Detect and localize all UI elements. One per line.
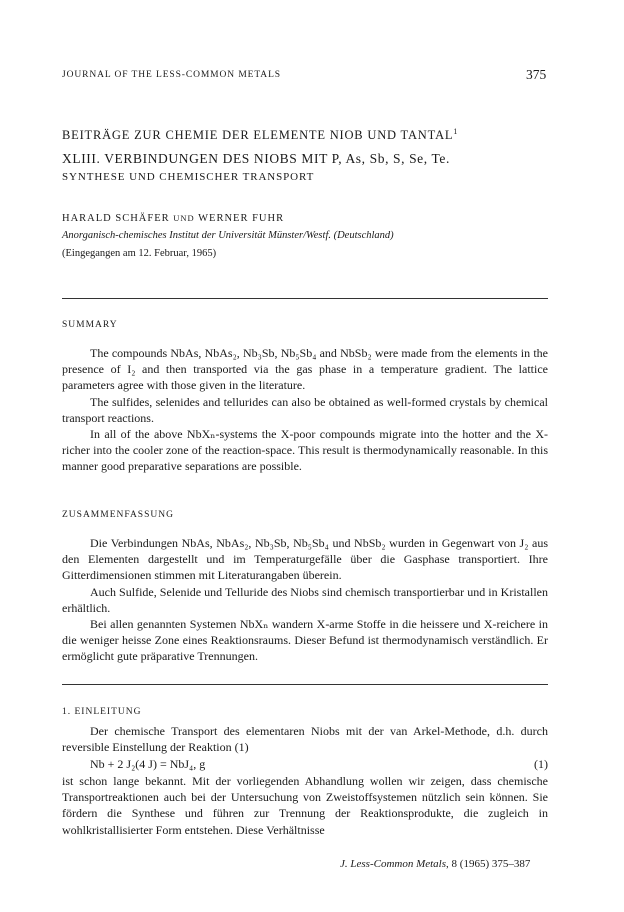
title-line1-text: BEITRÄGE ZUR CHEMIE DER ELEMENTE NIOB UND TANTAL: [62, 128, 454, 143]
einleitung-paragraph: Der chemische Transport des elementaren Niobs mit der van Arkel-Methode, d.h. durch reversible Einstellung der Reaktion (1): [62, 724, 548, 755]
running-header-journal: JOURNAL OF THE LESS-COMMON METALS: [62, 70, 281, 80]
section-divider-top: [62, 298, 548, 299]
summary-heading: SUMMARY: [62, 320, 118, 330]
received-date: (Eingegangen am 12. Februar, 1965): [62, 248, 217, 259]
einleitung-body: [62, 773, 548, 838]
einleitung-intro: [62, 723, 548, 755]
title-footnote-mark: 1: [453, 127, 459, 136]
zusammenfassung-paragraph: Auch Sulfide, Selenide und Telluride des Niobs sind chemisch transportierbar und in Kristallen erhältlich.: [62, 584, 548, 615]
footer-citation: , 8 (1965) 375–387: [446, 858, 531, 870]
footer-journal-name: J. Less-Common Metals: [340, 858, 447, 870]
author-affiliation: Anorganisch-chemisches Institut der Universität Münster/Westf. (Deutschland): [62, 230, 394, 241]
zusammenfassung-body: [62, 535, 548, 665]
article-title-line1: [62, 127, 458, 143]
summary-paragraph: In all of the above NbXₙ-systems the X-poor compounds migrate into the hotter and the X-richer into the cooler zone of the reaction-space. This result is thermodynamically reasonable. In this manner good preparative separations are possible.: [62, 427, 548, 474]
equation-number: (1): [534, 757, 548, 771]
equation-text: Nb + 2 J₂(4 J) = NbJ₄, g: [90, 757, 206, 771]
einleitung-heading: 1. EINLEITUNG: [62, 707, 142, 717]
author-name-1: HARALD SCHÄFER: [62, 213, 170, 224]
einleitung-paragraph: ist schon lange bekannt. Mit der vorliegenden Abhandlung wollen wir zeigen, dass chemische Transportreaktionen auch bei der Untersuchung von Zweistoffsystemen nützlich sein können. Sie fördern die Synthese und führen zur Trennung der Reaktionsprodukte, die zugleich in wohlkristallisierter Form entstehen. Diese Verhältnisse: [62, 774, 548, 837]
zusammenfassung-paragraph: Bei allen genannten Systemen NbXₙ wandern X-arme Stoffe in die heissere und X-reichere in die weniger heisse Zone eines Reaktionsraums. Dieser Befund ist thermodynamisch verständlich. Er ermöglicht gute präparative Trennungen.: [62, 617, 548, 664]
author-line: [62, 213, 284, 224]
author-name-2: WERNER FUHR: [198, 213, 285, 224]
summary-paragraph: The compounds NbAs, NbAs₂, Nb₃Sb, Nb₅Sb₄ and NbSb₂ were made from the elements in the presence of I₂ and then transported via the gas phase in a temperature gradient. The lattice parameters agree with those given in the literature.: [62, 346, 548, 393]
article-title-line3: SYNTHESE UND CHEMISCHER TRANSPORT: [62, 171, 315, 183]
author-conjunction: UND: [173, 213, 195, 223]
citation-footer: [340, 858, 530, 870]
zusammenfassung-heading: ZUSAMMENFASSUNG: [62, 510, 174, 520]
zusammenfassung-paragraph: Die Verbindungen NbAs, NbAs₂, Nb₃Sb, Nb₅Sb₄ und NbSb₂ wurden in Gegenwart von J₂ aus den Elementen dargestellt und im Temperaturgefälle über die Gasphase transportiert. Ihre Gitterdimensionen stimmen mit Literaturangaben überein.: [62, 536, 548, 583]
summary-paragraph: The sulfides, selenides and tellurides can also be obtained as well-formed crystals by chemical transport reactions.: [62, 394, 548, 425]
page-number: 375: [526, 67, 547, 82]
equation-1: [90, 757, 548, 772]
summary-body: [62, 345, 548, 475]
section-divider-bottom: [62, 684, 548, 685]
article-title-line2: XLIII. VERBINDUNGEN DES NIOBS MIT P, As, Sb, S, Se, Te.: [62, 151, 450, 166]
